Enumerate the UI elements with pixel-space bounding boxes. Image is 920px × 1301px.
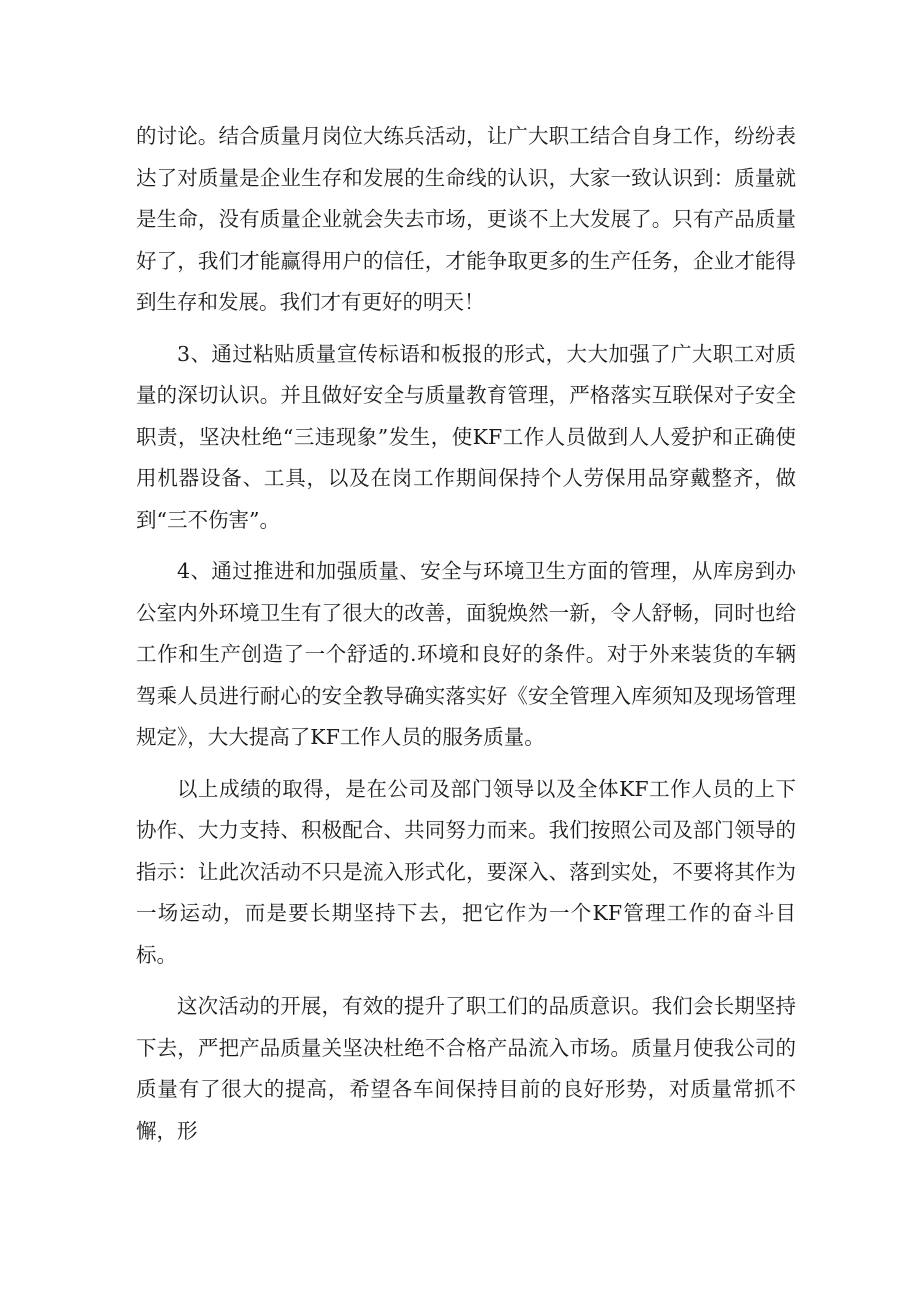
paragraph-conclusion: 这次活动的开展，有效的提升了职工们的品质意识。我们会长期坚持下去，严把产品质量关坚决杜绝不合格产品流入市场。质量月使我公司的质量有了很大的提高，希望各车间保持目前的良好形势，对质量常抓不懈，形 — [136, 994, 796, 1143]
document-body — [136, 116, 796, 1162]
paragraph-continuation: 的讨论。结合质量月岗位大练兵活动，让广大职工结合自身工作，纷纷表达了对质量是企业生存和发展的生命线的认识，大家一致认识到：质量就是生命，没有质量企业就会失去市场，更谈不上大发展了。只有产品质量好了，我们才能赢得用户的信任，才能争取更多的生产任务，企业才能得到生存和发展。我们才有更好的明天！ — [136, 124, 796, 314]
paragraph-item-3: 3、通过粘贴质量宣传标语和板报的形式，大大加强了广大职工对质量的深切认识。并且做好安全与质量教育管理，严格落实互联保对子安全职责，坚决杜绝“三违现象”发生，使KF工作人员做到人人爱护和正确使用机器设备、工具，以及在岗工作期间保持个人劳保用品穿戴整齐，做到“三不伤害”。 — [136, 341, 796, 532]
paragraph-item-4: 4、通过推进和加强质量、安全与环境卫生方面的管理，从库房到办公室内外环境卫生有了很大的改善，面貌焕然一新，令人舒畅，同时也给工作和生产创造了一个舒适的.环境和良好的条件。对于外来装货的车辆驾乘人员进行耐心的安全教导确实落实好《安全管理入库须知及现场管理规定》，大大提高了KF工作人员的服务质量。 — [136, 559, 796, 749]
paragraph-achievements: 以上成绩的取得，是在公司及部门领导以及全体KF工作人员的上下协作、大力支持、积极配合、共同努力而来。我们按照公司及部门领导的指示：让此次活动不只是流入形式化，要深入、落到实处，不要将其作为一场运动，而是要长期坚持下去，把它作为一个KF管理工作的奋斗目标。 — [136, 776, 796, 967]
